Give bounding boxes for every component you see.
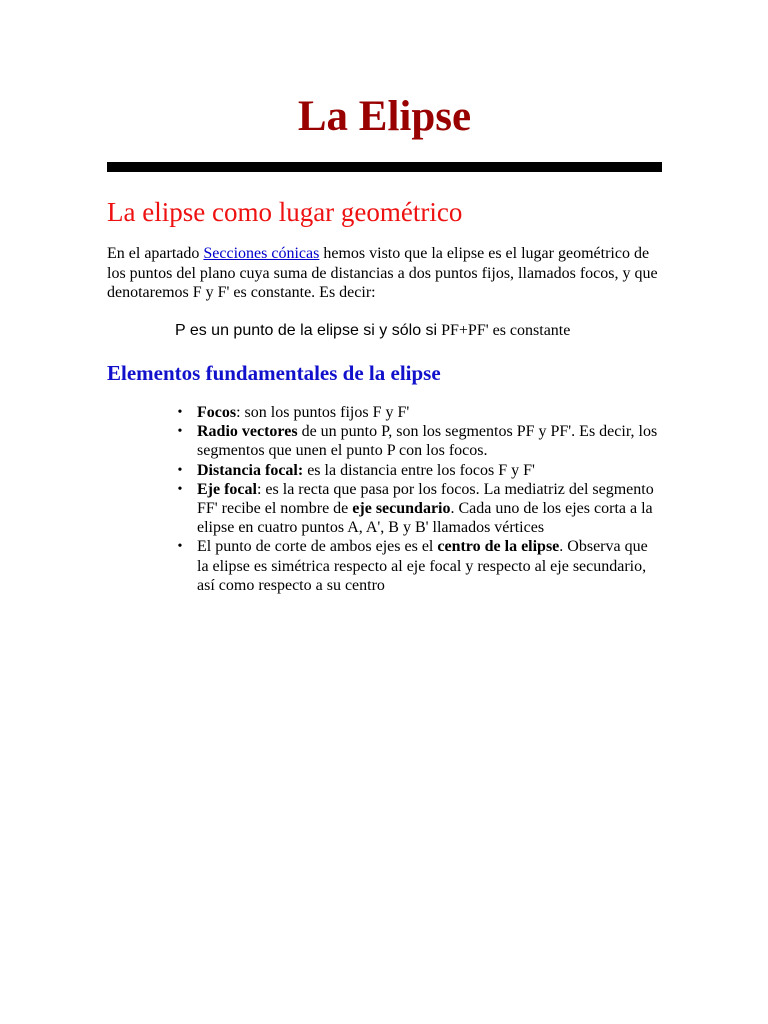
list-item-radio-vectores: [177, 422, 662, 460]
term-radio-vectores: Radio vectores: [197, 423, 298, 441]
desc-focos: : son los puntos fijos F y F': [236, 404, 410, 421]
horizontal-rule: [107, 162, 662, 172]
subsection-title: Elementos fundamentales de la elipse: [107, 361, 441, 385]
list-item-centro: [177, 537, 662, 595]
list-item-focos: [177, 403, 662, 422]
intro-paragraph: [107, 244, 662, 303]
desc-eje-focal: : es la recta que pasa por los focos. La mediatriz del segmento FF' recibe el nombre de: [197, 480, 654, 518]
desc-centro-before: El punto de corte de ambos ejes es el: [197, 538, 438, 556]
secciones-conicas-link[interactable]: Secciones cónicas: [203, 245, 320, 262]
term-distancia-focal: Distancia focal:: [197, 461, 304, 479]
list-item-distancia-focal: [177, 461, 662, 480]
term-focos: Focos: [197, 404, 237, 421]
term-eje-focal: Eje focal: [197, 480, 257, 498]
definition-statement: [175, 321, 655, 341]
desc-centro-after: . Observa que la elipse es simétrica respecto al eje focal y respecto al eje secundario, así como respecto a su centro: [197, 538, 648, 594]
intro-text-after-link: hemos visto que la elipse es el lugar geométrico de los puntos del plano cuya suma de distancias a dos puntos fijos, llamados focos, y que denotaremos F y F' es constante. Es decir:: [107, 245, 658, 301]
elements-list: [107, 403, 662, 595]
list-item-eje-focal: [177, 480, 662, 538]
desc-eje-secundario: . Cada uno de los ejes corta a la elipse en cuatro puntos A, A', B y B' llamados vértices: [197, 500, 653, 537]
desc-distancia-focal: es la distancia entre los focos F y F': [303, 461, 535, 479]
bullet-icon: •: [177, 462, 183, 478]
bullet-icon: •: [177, 539, 183, 555]
page-title: La Elipse: [297, 93, 472, 140]
intro-text-before-link: En el apartado: [107, 245, 204, 262]
bullet-icon: •: [177, 424, 183, 440]
term-eje-secundario: eje secundario: [352, 500, 451, 518]
bullet-icon: •: [177, 481, 183, 497]
term-centro-elipse: centro de la elipse: [437, 538, 560, 556]
desc-radio-vectores: de un punto P, son los segmentos PF y PF'. Es decir, los segmentos que unen el punto P con los focos.: [197, 423, 658, 460]
section-title: La elipse como lugar geométrico: [107, 197, 463, 227]
bullet-icon: •: [177, 405, 183, 420]
statement-serif-text: PF+PF' es constante: [437, 322, 571, 339]
statement-sans-text: P es un punto de la elipse si y sólo si: [175, 322, 438, 339]
